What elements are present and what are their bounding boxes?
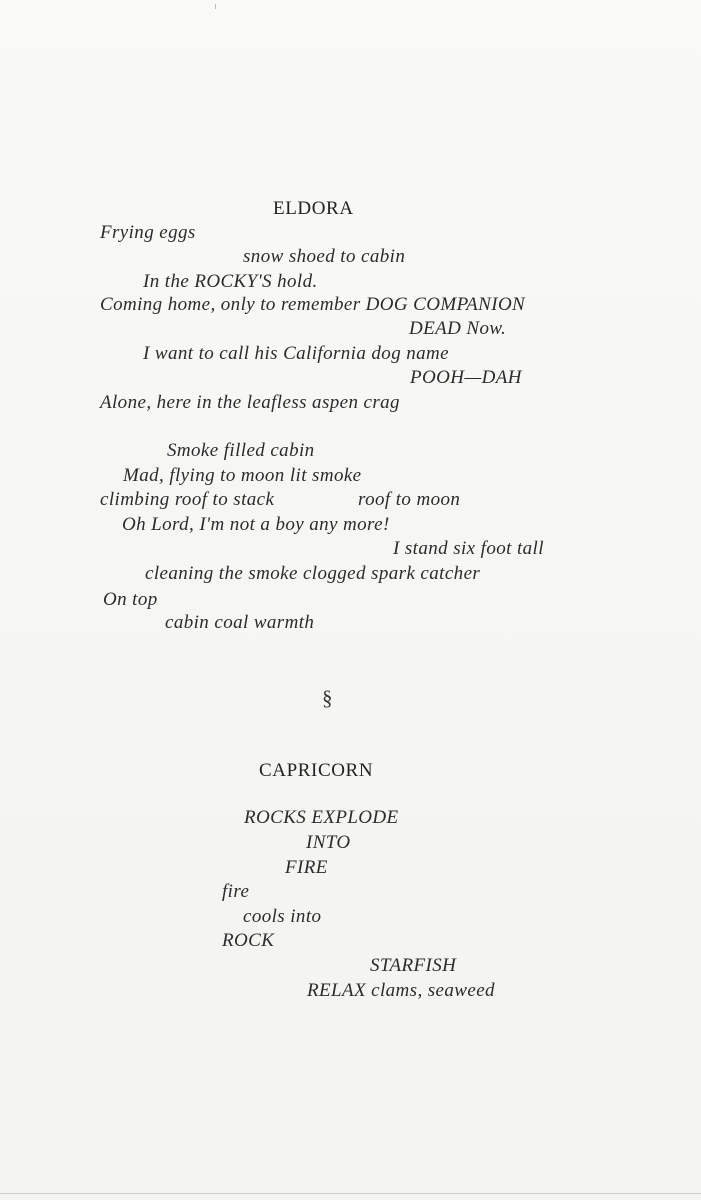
poem-line: cleaning the smoke clogged spark catcher	[145, 563, 481, 584]
poem-line: roof to moon	[358, 489, 461, 510]
poem-line: POOH—DAH	[410, 367, 522, 388]
poem-line: On top	[103, 589, 158, 610]
poem-line: Alone, here in the leafless aspen crag	[100, 392, 400, 413]
poem-line: cools into	[243, 906, 322, 927]
poem-line: climbing roof to stack	[100, 489, 275, 510]
poem-line: DEAD Now.	[409, 318, 507, 339]
poem-line: ROCK	[222, 930, 275, 951]
poem-line: ROCKS EXPLODE	[244, 807, 399, 828]
section-separator: §	[322, 686, 333, 710]
page-edge	[0, 1193, 701, 1194]
poem-title-capricorn: CAPRICORN	[259, 760, 374, 781]
poem-line: Smoke filled cabin	[167, 440, 315, 461]
poem-line: snow shoed to cabin	[243, 246, 406, 267]
poem-line: In the ROCKY'S hold.	[143, 271, 318, 292]
poem-line: fire	[222, 881, 250, 902]
poem-line: I want to call his California dog name	[143, 343, 450, 364]
poem-line: Oh Lord, I'm not a boy any more!	[122, 514, 390, 535]
poem-line: Coming home, only to remember DOG COMPANION	[100, 294, 526, 315]
poem-line: cabin coal warmth	[165, 612, 315, 633]
poem-line: RELAX clams, seaweed	[307, 980, 495, 1001]
poem-line: INTO	[306, 832, 351, 853]
paper-speck	[215, 4, 216, 9]
poem-line: I stand six foot tall	[393, 538, 544, 559]
poem-line: Frying eggs	[100, 222, 196, 243]
poem-line: FIRE	[285, 857, 328, 878]
poem-line: STARFISH	[370, 955, 457, 976]
poem-title-eldora: ELDORA	[273, 198, 354, 219]
poem-line: Mad, flying to moon lit smoke	[123, 465, 362, 486]
